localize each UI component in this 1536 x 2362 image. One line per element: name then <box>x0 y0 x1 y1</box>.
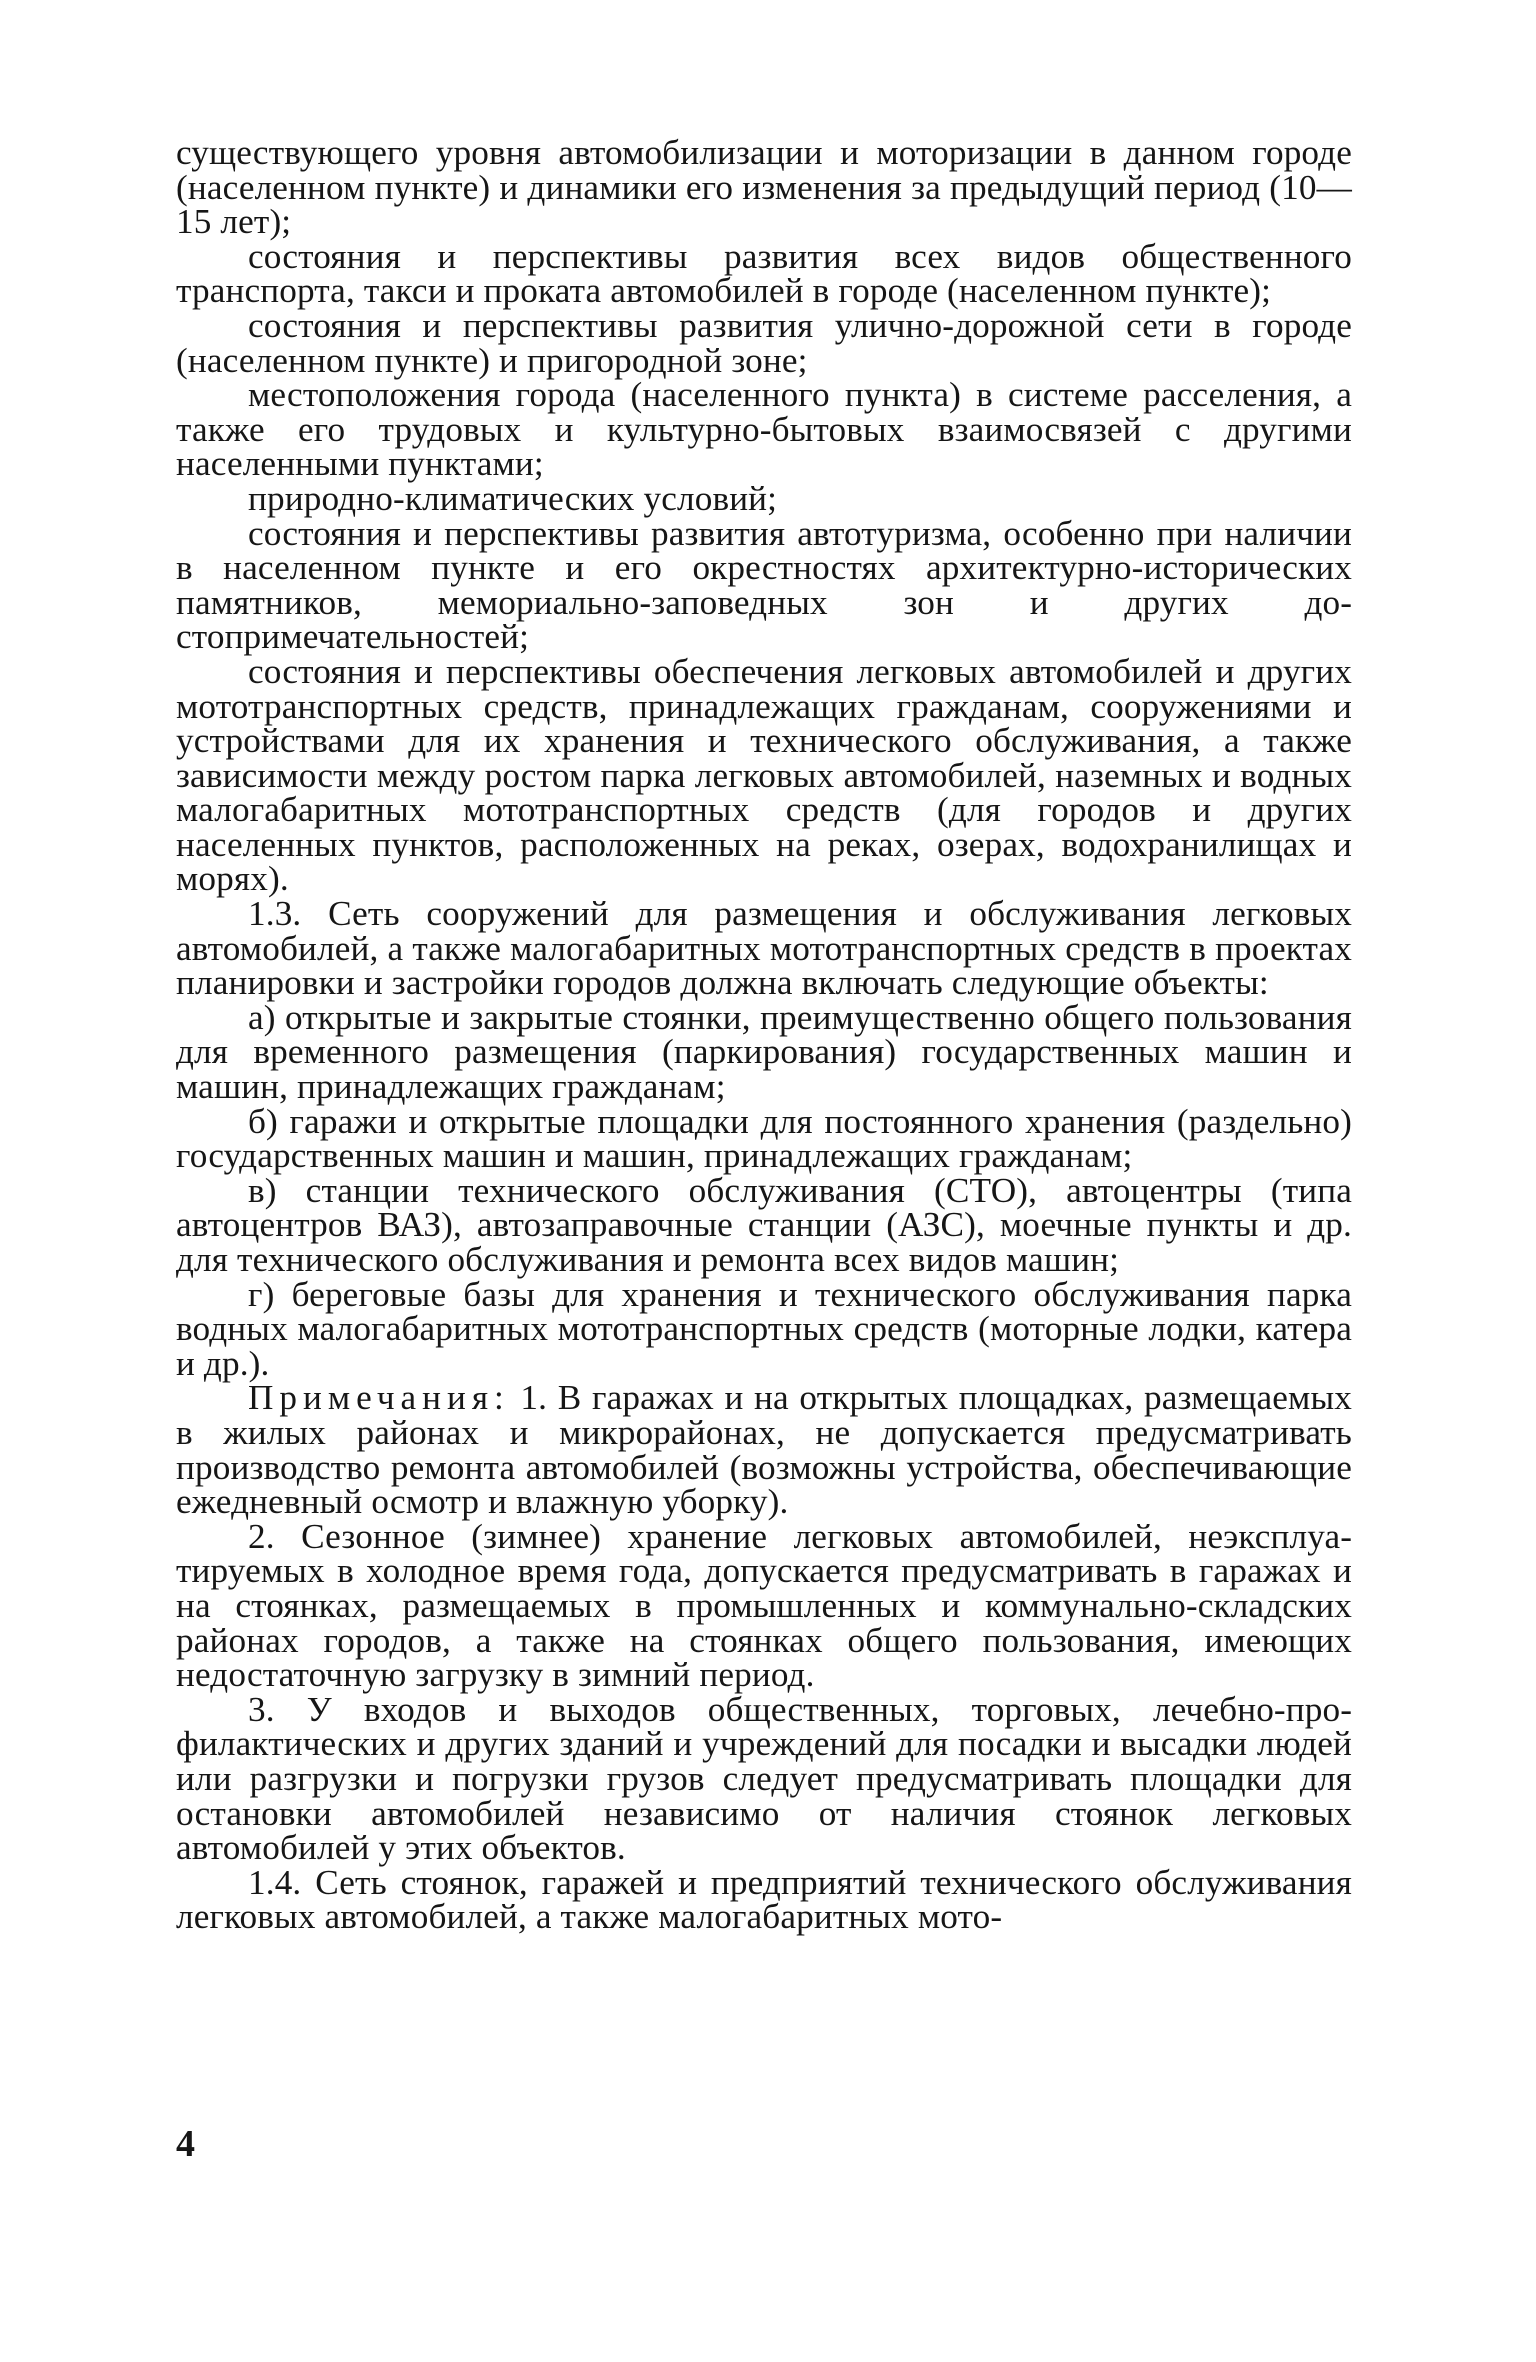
paragraph-climate: природно-климатических условий; <box>248 478 778 518</box>
list-item-b: б) гаражи и открытые площадки для постоянного хранения (раздельно) государственных машин и машин, принадлежащих гражданам; <box>176 1101 1352 1176</box>
paragraph-continuation: существующего уровня автомобилизации и моторизации в данном городе (населенном пункте) и динамики его изменения за предыдущий период (10—15 лет); <box>176 133 1352 242</box>
list-item-g: г) береговые базы для хранения и технического обслуживания парка водных малогабаритных мототранспортных средств (моторные лодки, катера и др.). <box>176 1274 1352 1383</box>
paragraph-section-1-4: 1.4. Сеть стоянок, гаражей и предприятий технического обслуживания легковых автомобилей, а также малогабаритных мото- <box>176 1862 1352 1937</box>
paragraph-autotourism: состояния и перспективы развития автотуризма, особенно при наличии в населенном пункте и его окрестностях архитектурно-исторических памятников, мемориально-заповедных зон и других достопримечательностей; <box>176 513 1352 657</box>
document-page <box>176 133 1352 1937</box>
page-number: 4 <box>176 2123 195 2165</box>
paragraph-city-location: местоположения города (населенного пункта) в системе расселения, а также его трудовых и культурно-бытовых взаимосвязей с другими населенными пунктами; <box>176 375 1352 484</box>
paragraph-public-transport: состояния и перспективы развития всех видов общественного транспорта, такси и проката автомобилей в городе (населенном пункте); <box>176 236 1352 311</box>
list-item-v: в) станции технического обслуживания (СТО), автоцентры (типа автоцентров ВАЗ), автозаправочные станции (АЗС), моечные пункты и др. для технического обслуживания и ремонта всех видов машин; <box>176 1170 1352 1279</box>
list-item-a: а) открытые и закрытые стоянки, преимущественно общего пользования для временного размещения (паркирования) государственных машин и машин, принадлежащих гражданам; <box>176 997 1352 1107</box>
paragraph-car-storage: состояния и перспективы обеспечения легковых автомобилей и других мототранспортных средств, принадлежащих гражданам, сооружениями и устройствами для их хранения и технического обслуживания, а также зависимости между ростом парка легковых автомобилей, наземных и водных малогабаритных мототранспортных средств (для городов и других населенных пунктов, расположенных на реках, озерах, водохранилищах и морях). <box>176 651 1352 899</box>
note-1 <box>176 1378 1352 1522</box>
paragraph-road-network: состояния и перспективы развития улично-дорожной сети в городе (населенном пункте) и пригородной зоне; <box>176 305 1352 380</box>
note-3: 3. У входов и выходов общественных, торговых, лечебно-профилактических и других зданий и учреждений для посадки и высадки людей или разгрузки и погрузки грузов следует предусматривать площадки для остановки автомобилей независимо от наличия стоянок легковых автомобилей у этих объектов. <box>176 1689 1352 1868</box>
paragraph-section-1-3: 1.3. Сеть сооружений для размещения и обслуживания легковых автомобилей, а также малогабаритных мототранспортных средств в проектах планировки и застройки городов должна включать следующие объекты: <box>176 894 1352 1003</box>
note-label: Примечания: <box>248 1378 510 1418</box>
note-1-text: 1. В гаражах и на открытых площадках, размещаемых в жилых районах и микрорайонах, не допускается предусматривать производство ремонта автомобилей (возможны устройства, обеспечивающие ежедневный осмотр и влажную уборку). <box>176 1378 1352 1522</box>
note-2: 2. Сезонное (зимнее) хранение легковых автомобилей, неэксплуатируемых в холодное время года, допускается предусматривать в гаражах и на стоянках, размещаемых в промышленных и коммунально-складских районах городов, а также на стоянках общего пользования, имеющих недостаточную загрузку в зимний период. <box>176 1516 1352 1695</box>
